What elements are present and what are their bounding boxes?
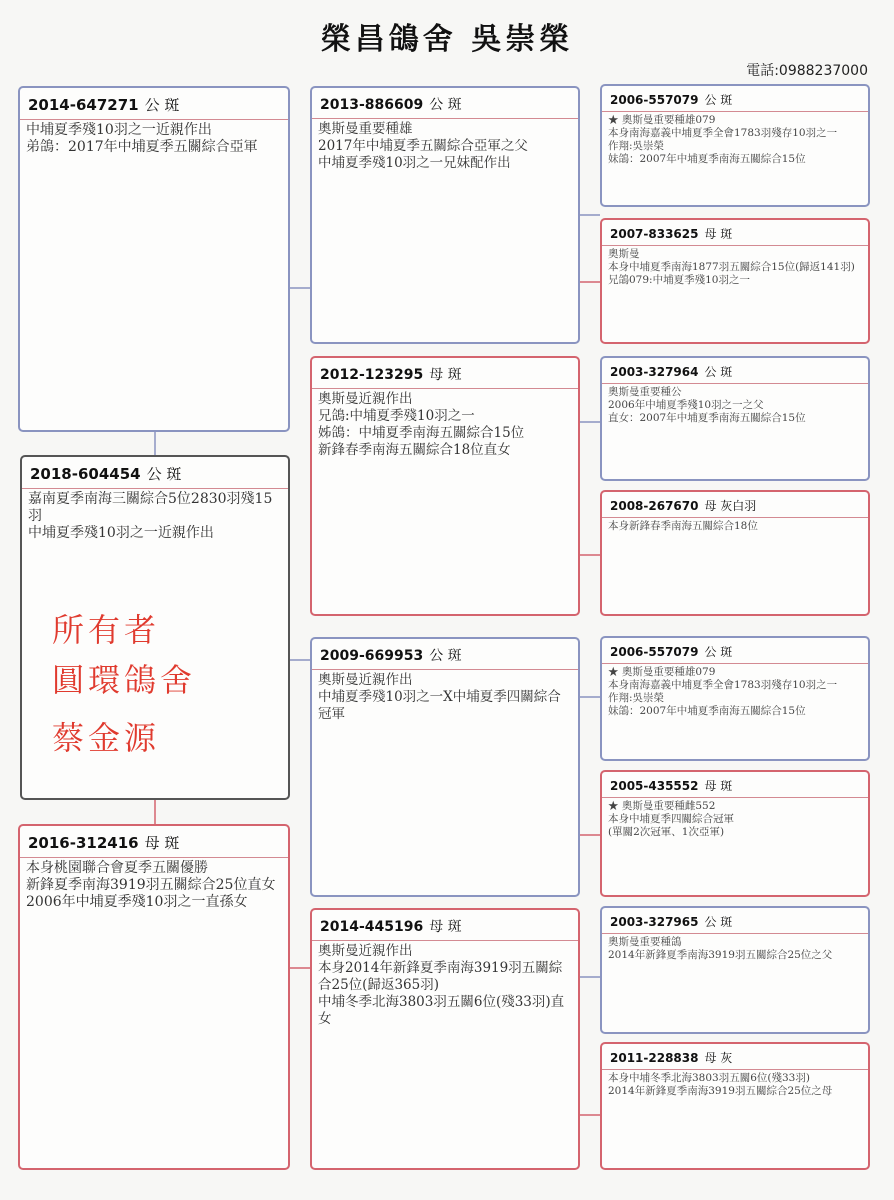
ring-number: 2011-228838 <box>610 1051 699 1065</box>
card-header <box>602 86 868 112</box>
card-header <box>602 772 868 798</box>
sex-color: 公 斑 <box>704 365 733 379</box>
sire-notes: 中埔夏季殘10羽之一近親作出 弟鴿：2017年中埔夏季五關綜合亞軍 <box>26 122 258 155</box>
card-notes: 奧斯曼重要種鴿 2014年新鋒夏季南海3919羽五關綜合25位之父 <box>608 936 833 961</box>
owner-loft: 圓環鴿舍 <box>52 661 197 699</box>
sex-color: 公 斑 <box>704 645 733 659</box>
grandsire-maternal-card[interactable] <box>310 637 580 897</box>
sex-color: 母 斑 <box>704 779 733 793</box>
ring-number: 2012-123295 <box>320 367 424 383</box>
dam-header <box>20 826 288 858</box>
gen3-card-4[interactable] <box>600 490 870 616</box>
gen3-card-8[interactable] <box>600 1042 870 1170</box>
card-header <box>312 639 578 670</box>
ring-number: 2005-435552 <box>610 779 699 793</box>
gen3-card-2[interactable] <box>600 218 870 344</box>
ring-number: 2014-445196 <box>320 919 424 935</box>
owner-name: 蔡金源 <box>52 719 161 757</box>
card-header <box>602 492 868 518</box>
sex-color: 公 斑 <box>704 915 733 929</box>
sex-color: 公 斑 <box>429 648 462 664</box>
sex-color: 公 斑 <box>146 465 182 483</box>
sire-header <box>20 88 288 120</box>
granddam-paternal-card[interactable] <box>310 356 580 616</box>
card-notes: 奧斯曼重要種公 2006年中埔夏季殘10羽之一之父 直女：2007年中埔夏季南海五關綜合15位 <box>608 386 806 424</box>
ring-number: 2007-833625 <box>610 227 699 241</box>
card-notes: 本身新鋒春季南海五關綜合18位 <box>608 520 758 532</box>
gen3-card-3[interactable] <box>600 356 870 481</box>
ring-number: 2009-669953 <box>320 648 424 664</box>
granddam-maternal-card[interactable] <box>310 908 580 1170</box>
card-notes: 奧斯曼近親作出 兄鴿:中埔夏季殘10羽之一 姊鴿：中埔夏季南海五關綜合15位 新鋒春季南海五關綜合18位直女 <box>318 391 525 458</box>
card-notes: 本身中埔冬季北海3803羽五關6位(殘33羽) 2014年新鋒夏季南海3919羽五關綜合25位之母 <box>608 1072 833 1097</box>
sex-color: 母 斑 <box>429 367 462 383</box>
card-notes: 奧斯曼 本身中埔夏季南海1877羽五關綜合15位(歸返141羽) 兄鴿079:中埔夏季殘10羽之一 <box>608 248 855 286</box>
gen3-card-1[interactable] <box>600 84 870 207</box>
card-header <box>602 908 868 934</box>
ring-number: 2013-886609 <box>320 97 424 113</box>
gen3-card-6[interactable] <box>600 770 870 897</box>
gen3-card-7[interactable] <box>600 906 870 1034</box>
dam-card[interactable] <box>18 824 290 1170</box>
ring-number: 2003-327965 <box>610 915 699 929</box>
sex-color: 母 斑 <box>429 919 462 935</box>
card-notes: ★ 奧斯曼重要種雄079 本身南海嘉義中埔夏季全會1783羽殘存10羽之一 作翔:吳崇榮 妹鴿：2007年中埔夏季南海五關綜合15位 <box>608 666 838 717</box>
sex-color: 公 斑 <box>429 97 462 113</box>
ring-number: 2008-267670 <box>610 499 699 513</box>
owner-label: 所有者 <box>52 611 161 649</box>
sire-card[interactable] <box>18 86 290 432</box>
subject-notes: 嘉南夏季南海三關綜合5位2830羽殘15羽 中埔夏季殘10羽之一近親作出 <box>28 491 273 541</box>
ring-number: 2003-327964 <box>610 365 699 379</box>
sex-color: 母 斑 <box>144 834 180 852</box>
sex-color: 母 灰白羽 <box>704 499 757 513</box>
ring-number: 2006-557079 <box>610 93 699 107</box>
gen3-card-5[interactable] <box>600 636 870 761</box>
card-header <box>312 358 578 389</box>
card-notes: ★ 奧斯曼重要種雌552 本身中埔夏季四關綜合冠軍 (單關2次冠軍、1次亞軍) <box>608 800 734 838</box>
card-header <box>312 910 578 941</box>
page-title: 榮昌鴿舍 吳崇榮 <box>320 22 574 57</box>
card-notes: 奧斯曼近親作出 中埔夏季殘10羽之一X中埔夏季四關綜合冠軍 <box>318 672 561 722</box>
subject-header <box>22 457 288 489</box>
ring-number: 2018-604454 <box>30 465 141 483</box>
card-header <box>602 638 868 664</box>
grandsire-paternal-card[interactable] <box>310 86 580 344</box>
card-notes: ★ 奧斯曼重要種雄079 本身南海嘉義中埔夏季全會1783羽殘存10羽之一 作翔:吳崇榮 妹鴿：2007年中埔夏季南海五關綜合15位 <box>608 114 838 165</box>
sex-color: 公 斑 <box>704 93 733 107</box>
sex-color: 母 斑 <box>704 227 733 241</box>
sex-color: 母 灰 <box>704 1051 733 1065</box>
card-notes: 奧斯曼近親作出 本身2014年新鋒夏季南海3919羽五關綜合25位(歸返365羽) 中埔冬季北海3803羽五關6位(殘33羽)直女 <box>318 943 565 1027</box>
card-notes: 奧斯曼重要種雄 2017年中埔夏季五關綜合亞軍之父 中埔夏季殘10羽之一兄妹配作出 <box>318 121 528 171</box>
card-header <box>602 220 868 246</box>
sex-color: 公 斑 <box>144 96 180 114</box>
phone-number: 電話:0988237000 <box>746 63 868 79</box>
dam-notes: 本身桃園聯合會夏季五關優勝 新鋒夏季南海3919羽五關綜合25位直女 2006年中埔夏季殘10羽之一直孫女 <box>26 860 276 910</box>
ring-number: 2016-312416 <box>28 834 139 852</box>
ring-number: 2014-647271 <box>28 96 139 114</box>
card-header <box>602 358 868 384</box>
ring-number: 2006-557079 <box>610 645 699 659</box>
card-header <box>602 1044 868 1070</box>
card-header <box>312 88 578 119</box>
